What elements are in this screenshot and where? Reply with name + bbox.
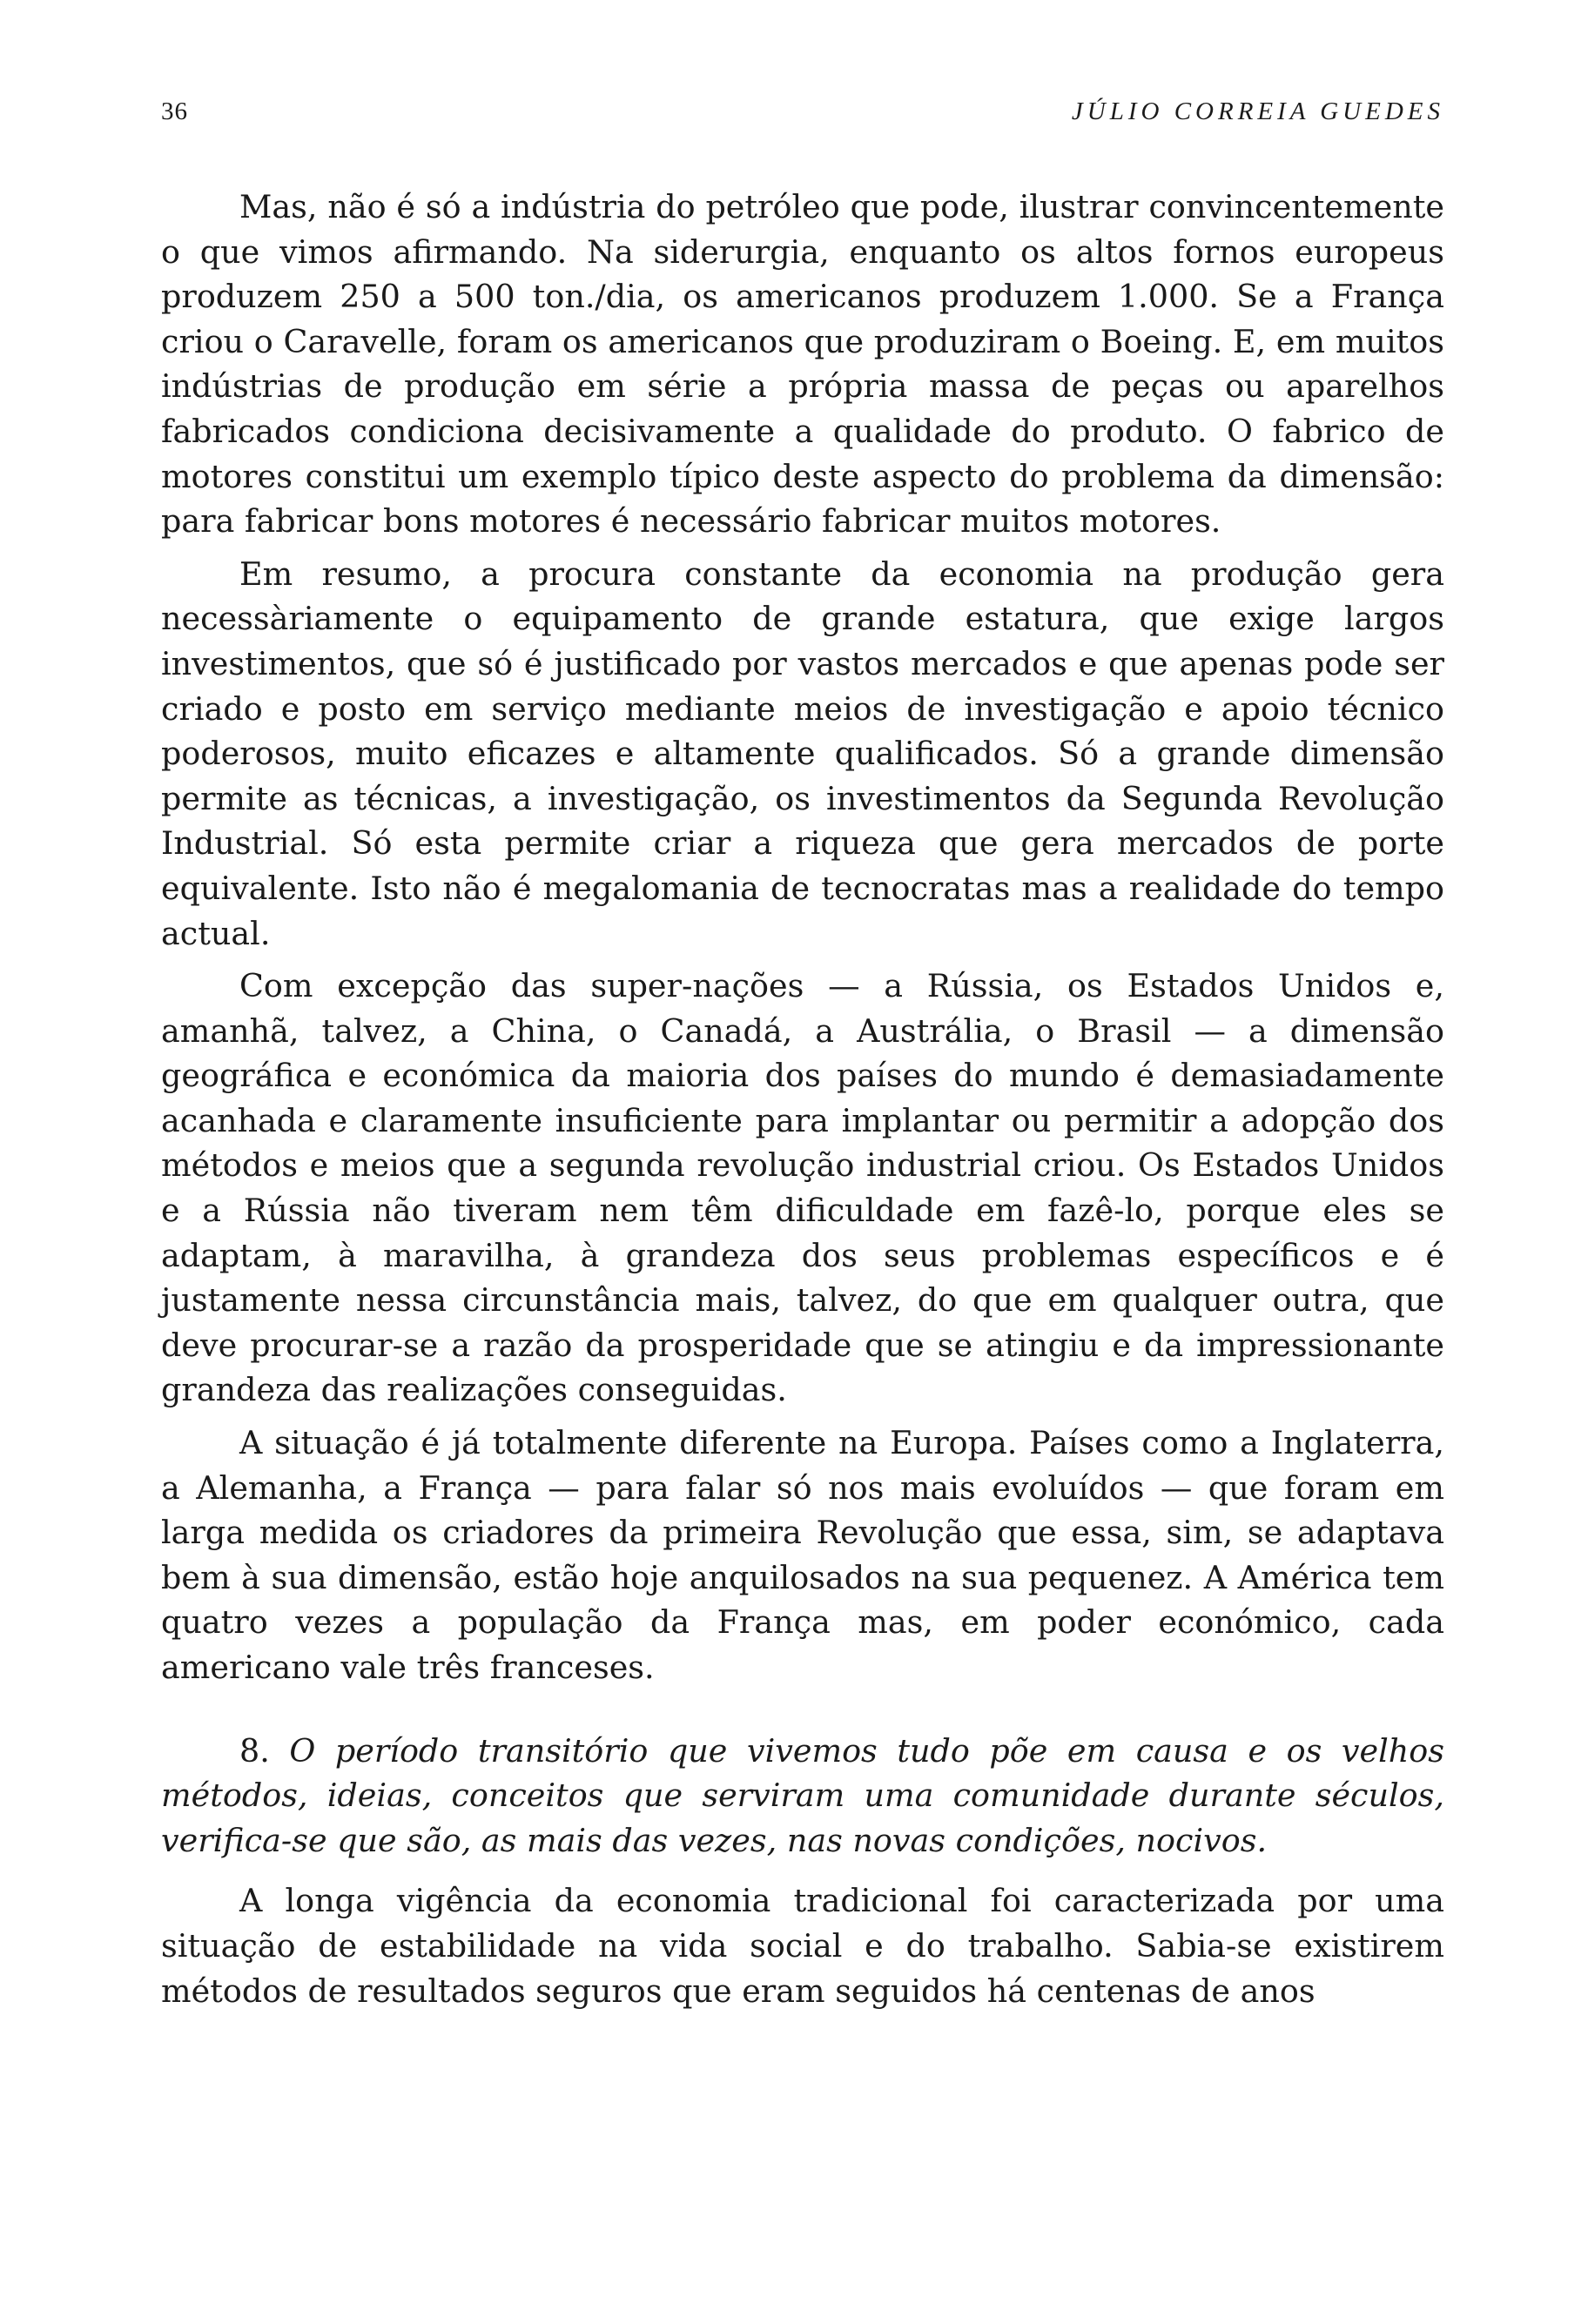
paragraph-super-nations: Com excepção das super-nações — a Rússia, os Estados Unidos e, amanhã, talvez, a China, o Canadá, a Austrália, o Brasil — a dimensão geográfica e económica da maioria dos países do mundo é demasiadamente acanhada e claramente insuficiente para implantar ou permitir a adopção dos métodos e meios que a segunda revolução industrial criou. Os Estados Unidos e a Rússia não tiveram nem têm dificuldade em fazê-lo, porque eles se adaptam, à maravilha, à grandeza dos seus problemas específicos e é justamente nessa circunstância mais, talvez, do que em qualquer outra, que deve procurar-se a razão da prosperidade que se atingiu e da impressionante grandeza das realizações conseguidas. [161, 967, 1444, 1409]
running-head [161, 97, 1444, 132]
paragraph-traditional-economy: A longa vigência da economia tradicional foi caracterizada por uma situação de estabilidade na vida social e do trabalho. Sabia-se existirem métodos de resultados seguros que eram seguidos há centenas de anos [161, 1882, 1444, 2010]
paragraph-summary: Em resumo, a procura constante da economia na produção gera necessàriamente o equipamento de grande estatura, que exige largos investimentos, que só é justificado por vastos mercados e que apenas pode ser criado e posto em serviço mediante meios de investigação e apoio técnico poderosos, muito eficazes e altamente qualificados. Só a grande dimensão permite as técnicas, a investigação, os investimentos da Segunda Revolução Industrial. Só esta permite criar a riqueza que gera mercados de porte equivalente. Isto não é megalomania de tecnocratas mas a realidade do tempo actual. [161, 554, 1444, 952]
page-number: 36 [161, 97, 188, 125]
body-text [161, 185, 1444, 2021]
section-heading [161, 1729, 1444, 1864]
running-title: JÚLIO CORREIA GUEDES [1071, 97, 1444, 125]
section-title: O período transitório que vivemos tudo põe em causa e os velhos métodos, ideias, conceitos que serviram uma comunidade durante séculos, verifica-se que são, as mais das vezes, nas novas condições, nocivos. [161, 1731, 1444, 1859]
section-number: 8. [239, 1731, 270, 1770]
paragraph-europe: A situação é já totalmente diferente na Europa. Países como a Inglaterra, a Alemanha, a França — para falar só nos mais evoluídos — que foram em larga medida os criadores da primeira Revolução que essa, sim, se adaptava bem à sua dimensão, estão hoje anquilosados na sua pequenez. A América tem quatro vezes a população da França mas, em poder económico, cada americano vale três franceses. [161, 1424, 1444, 1686]
paragraph-industry-scale: Mas, não é só a indústria do petróleo que pode, ilustrar convincentemente o que vimos afirmando. Na siderurgia, enquanto os altos fornos europeus produzem 250 a 500 ton./dia, os americanos produzem 1.000. Se a França criou o Caravelle, foram os americanos que produziram o Boeing. E, em muitos indústrias de produção em série a própria massa de peças ou aparelhos fabricados condiciona decisivamente a qualidade do produto. O fabrico de motores constitui um exemplo típico deste aspecto do problema da dimensão: para fabricar bons motores é necessário fabricar muitos motores. [161, 188, 1444, 541]
